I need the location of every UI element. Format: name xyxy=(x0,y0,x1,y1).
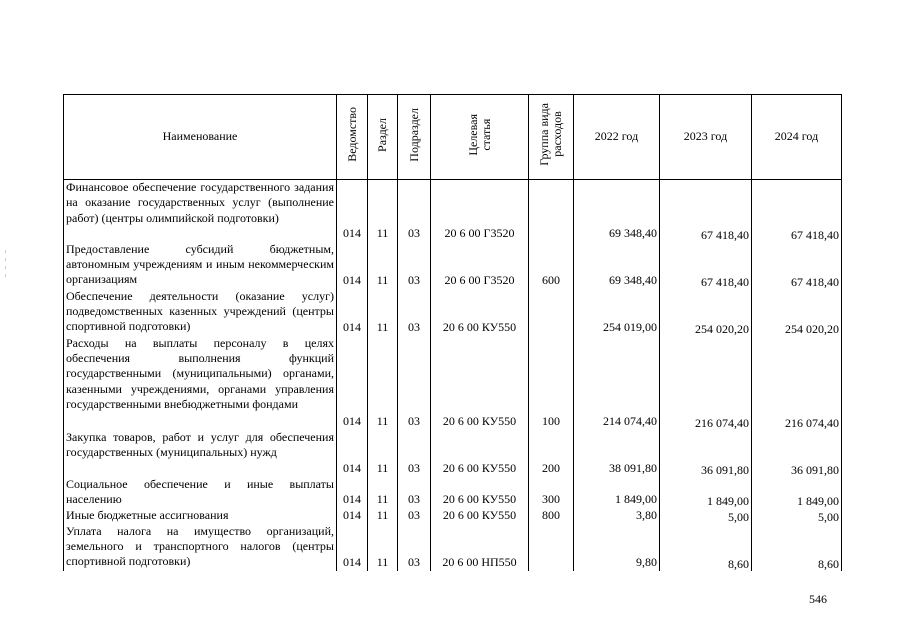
row-section: 11 xyxy=(368,289,398,336)
header-section: Раздел xyxy=(368,95,398,180)
row-section: 11 xyxy=(368,336,398,430)
header-target-article: Целевая статья xyxy=(431,95,529,180)
row-target-article: 20 6 00 КУ550 xyxy=(431,289,529,336)
row-section: 11 xyxy=(368,477,398,508)
row-target-article: 20 6 00 Г3520 xyxy=(431,242,529,289)
row-2022: 69 348,40 xyxy=(574,242,660,289)
row-2023: 67 418,40 xyxy=(660,180,752,242)
row-2023: 216 074,40 xyxy=(660,336,752,430)
row-target-article: 20 6 00 КУ550 xyxy=(431,508,529,524)
row-subsection: 03 xyxy=(398,242,431,289)
row-target-article: 20 6 00 Г3520 xyxy=(431,180,529,242)
row-expense-group: 600 xyxy=(529,242,574,289)
table-row xyxy=(64,180,842,242)
table-row xyxy=(64,336,842,430)
row-department: 014 xyxy=(337,524,368,571)
row-2024: 5,00 xyxy=(752,508,842,524)
header-department: Ведомство xyxy=(337,95,368,180)
row-2023: 36 091,80 xyxy=(660,430,752,477)
row-expense-group xyxy=(529,180,574,242)
row-department: 014 xyxy=(337,289,368,336)
row-department: 014 xyxy=(337,242,368,289)
row-2024: 36 091,80 xyxy=(752,430,842,477)
row-subsection: 03 xyxy=(398,477,431,508)
row-target-article: 20 6 00 НП550 xyxy=(431,524,529,571)
row-name: Финансовое обеспечение государственного задания на оказание государственных услуг (выполнение работ) (центры олимпийской подготовки) xyxy=(64,180,337,242)
row-name: Уплата налога на имущество организаций, земельного и транспортного налогов (центры спортивной подготовки) xyxy=(64,524,337,571)
row-expense-group xyxy=(529,289,574,336)
header-subsection: Подраздел xyxy=(398,95,431,180)
table-row xyxy=(64,242,842,289)
table-row xyxy=(64,508,842,524)
header-2024: 2024 год xyxy=(752,95,842,180)
row-2022: 38 091,80 xyxy=(574,430,660,477)
row-target-article: 20 6 00 КУ550 xyxy=(431,430,529,477)
page-number: 546 xyxy=(809,592,827,606)
row-2024: 67 418,40 xyxy=(752,180,842,242)
row-name: Закупка товаров, работ и услуг для обеспечения государственных (муниципальных) нужд xyxy=(64,430,337,477)
row-department: 014 xyxy=(337,508,368,524)
row-expense-group xyxy=(529,524,574,571)
row-2023: 254 020,20 xyxy=(660,289,752,336)
row-2022: 9,80 xyxy=(574,524,660,571)
table-header xyxy=(64,95,842,180)
row-section: 11 xyxy=(368,180,398,242)
table-body xyxy=(64,180,842,571)
row-subsection: 03 xyxy=(398,180,431,242)
row-2022: 254 019,00 xyxy=(574,289,660,336)
row-section: 11 xyxy=(368,508,398,524)
header-2022: 2022 год xyxy=(574,95,660,180)
row-subsection: 03 xyxy=(398,430,431,477)
header-name: Наименование xyxy=(64,95,337,180)
row-subsection: 03 xyxy=(398,524,431,571)
row-2022: 69 348,40 xyxy=(574,180,660,242)
row-2024: 254 020,20 xyxy=(752,289,842,336)
row-section: 11 xyxy=(368,242,398,289)
row-2023: 8,60 xyxy=(660,524,752,571)
row-expense-group: 100 xyxy=(529,336,574,430)
row-2024: 1 849,00 xyxy=(752,477,842,508)
scan-margin-marks xyxy=(5,250,9,282)
row-name: Социальное обеспечение и иные выплаты населению xyxy=(64,477,337,508)
row-name: Обеспечение деятельности (оказание услуг) подведомственных казенных учреждений (центры спортивной подготовки) xyxy=(64,289,337,336)
budget-table xyxy=(63,94,842,571)
row-2023: 5,00 xyxy=(660,508,752,524)
table-row xyxy=(64,524,842,571)
row-2023: 67 418,40 xyxy=(660,242,752,289)
row-expense-group: 800 xyxy=(529,508,574,524)
row-department: 014 xyxy=(337,430,368,477)
row-name: Расходы на выплаты персоналу в целях обеспечения выполнения функций государственными (муниципальными) органами, казенными учреждениями, органами управления государственными внебюджетными фондами xyxy=(64,336,337,430)
row-subsection: 03 xyxy=(398,336,431,430)
row-target-article: 20 6 00 КУ550 xyxy=(431,336,529,430)
row-department: 014 xyxy=(337,180,368,242)
row-subsection: 03 xyxy=(398,508,431,524)
table-row xyxy=(64,289,842,336)
row-2024: 216 074,40 xyxy=(752,336,842,430)
row-expense-group: 300 xyxy=(529,477,574,508)
row-name: Предоставление субсидий бюджетным, автономным учреждениям и иным некоммерческим организациям xyxy=(64,242,337,289)
row-2022: 3,80 xyxy=(574,508,660,524)
row-expense-group: 200 xyxy=(529,430,574,477)
table-row xyxy=(64,430,842,477)
row-section: 11 xyxy=(368,430,398,477)
row-target-article: 20 6 00 КУ550 xyxy=(431,477,529,508)
row-department: 014 xyxy=(337,336,368,430)
row-2023: 1 849,00 xyxy=(660,477,752,508)
row-section: 11 xyxy=(368,524,398,571)
header-expense-group: Группа вида расходов xyxy=(529,95,574,180)
table-row xyxy=(64,477,842,508)
row-name: Иные бюджетные ассигнования xyxy=(64,508,337,524)
row-2024: 67 418,40 xyxy=(752,242,842,289)
row-subsection: 03 xyxy=(398,289,431,336)
row-department: 014 xyxy=(337,477,368,508)
header-2023: 2023 год xyxy=(660,95,752,180)
row-2022: 214 074,40 xyxy=(574,336,660,430)
row-2024: 8,60 xyxy=(752,524,842,571)
row-2022: 1 849,00 xyxy=(574,477,660,508)
